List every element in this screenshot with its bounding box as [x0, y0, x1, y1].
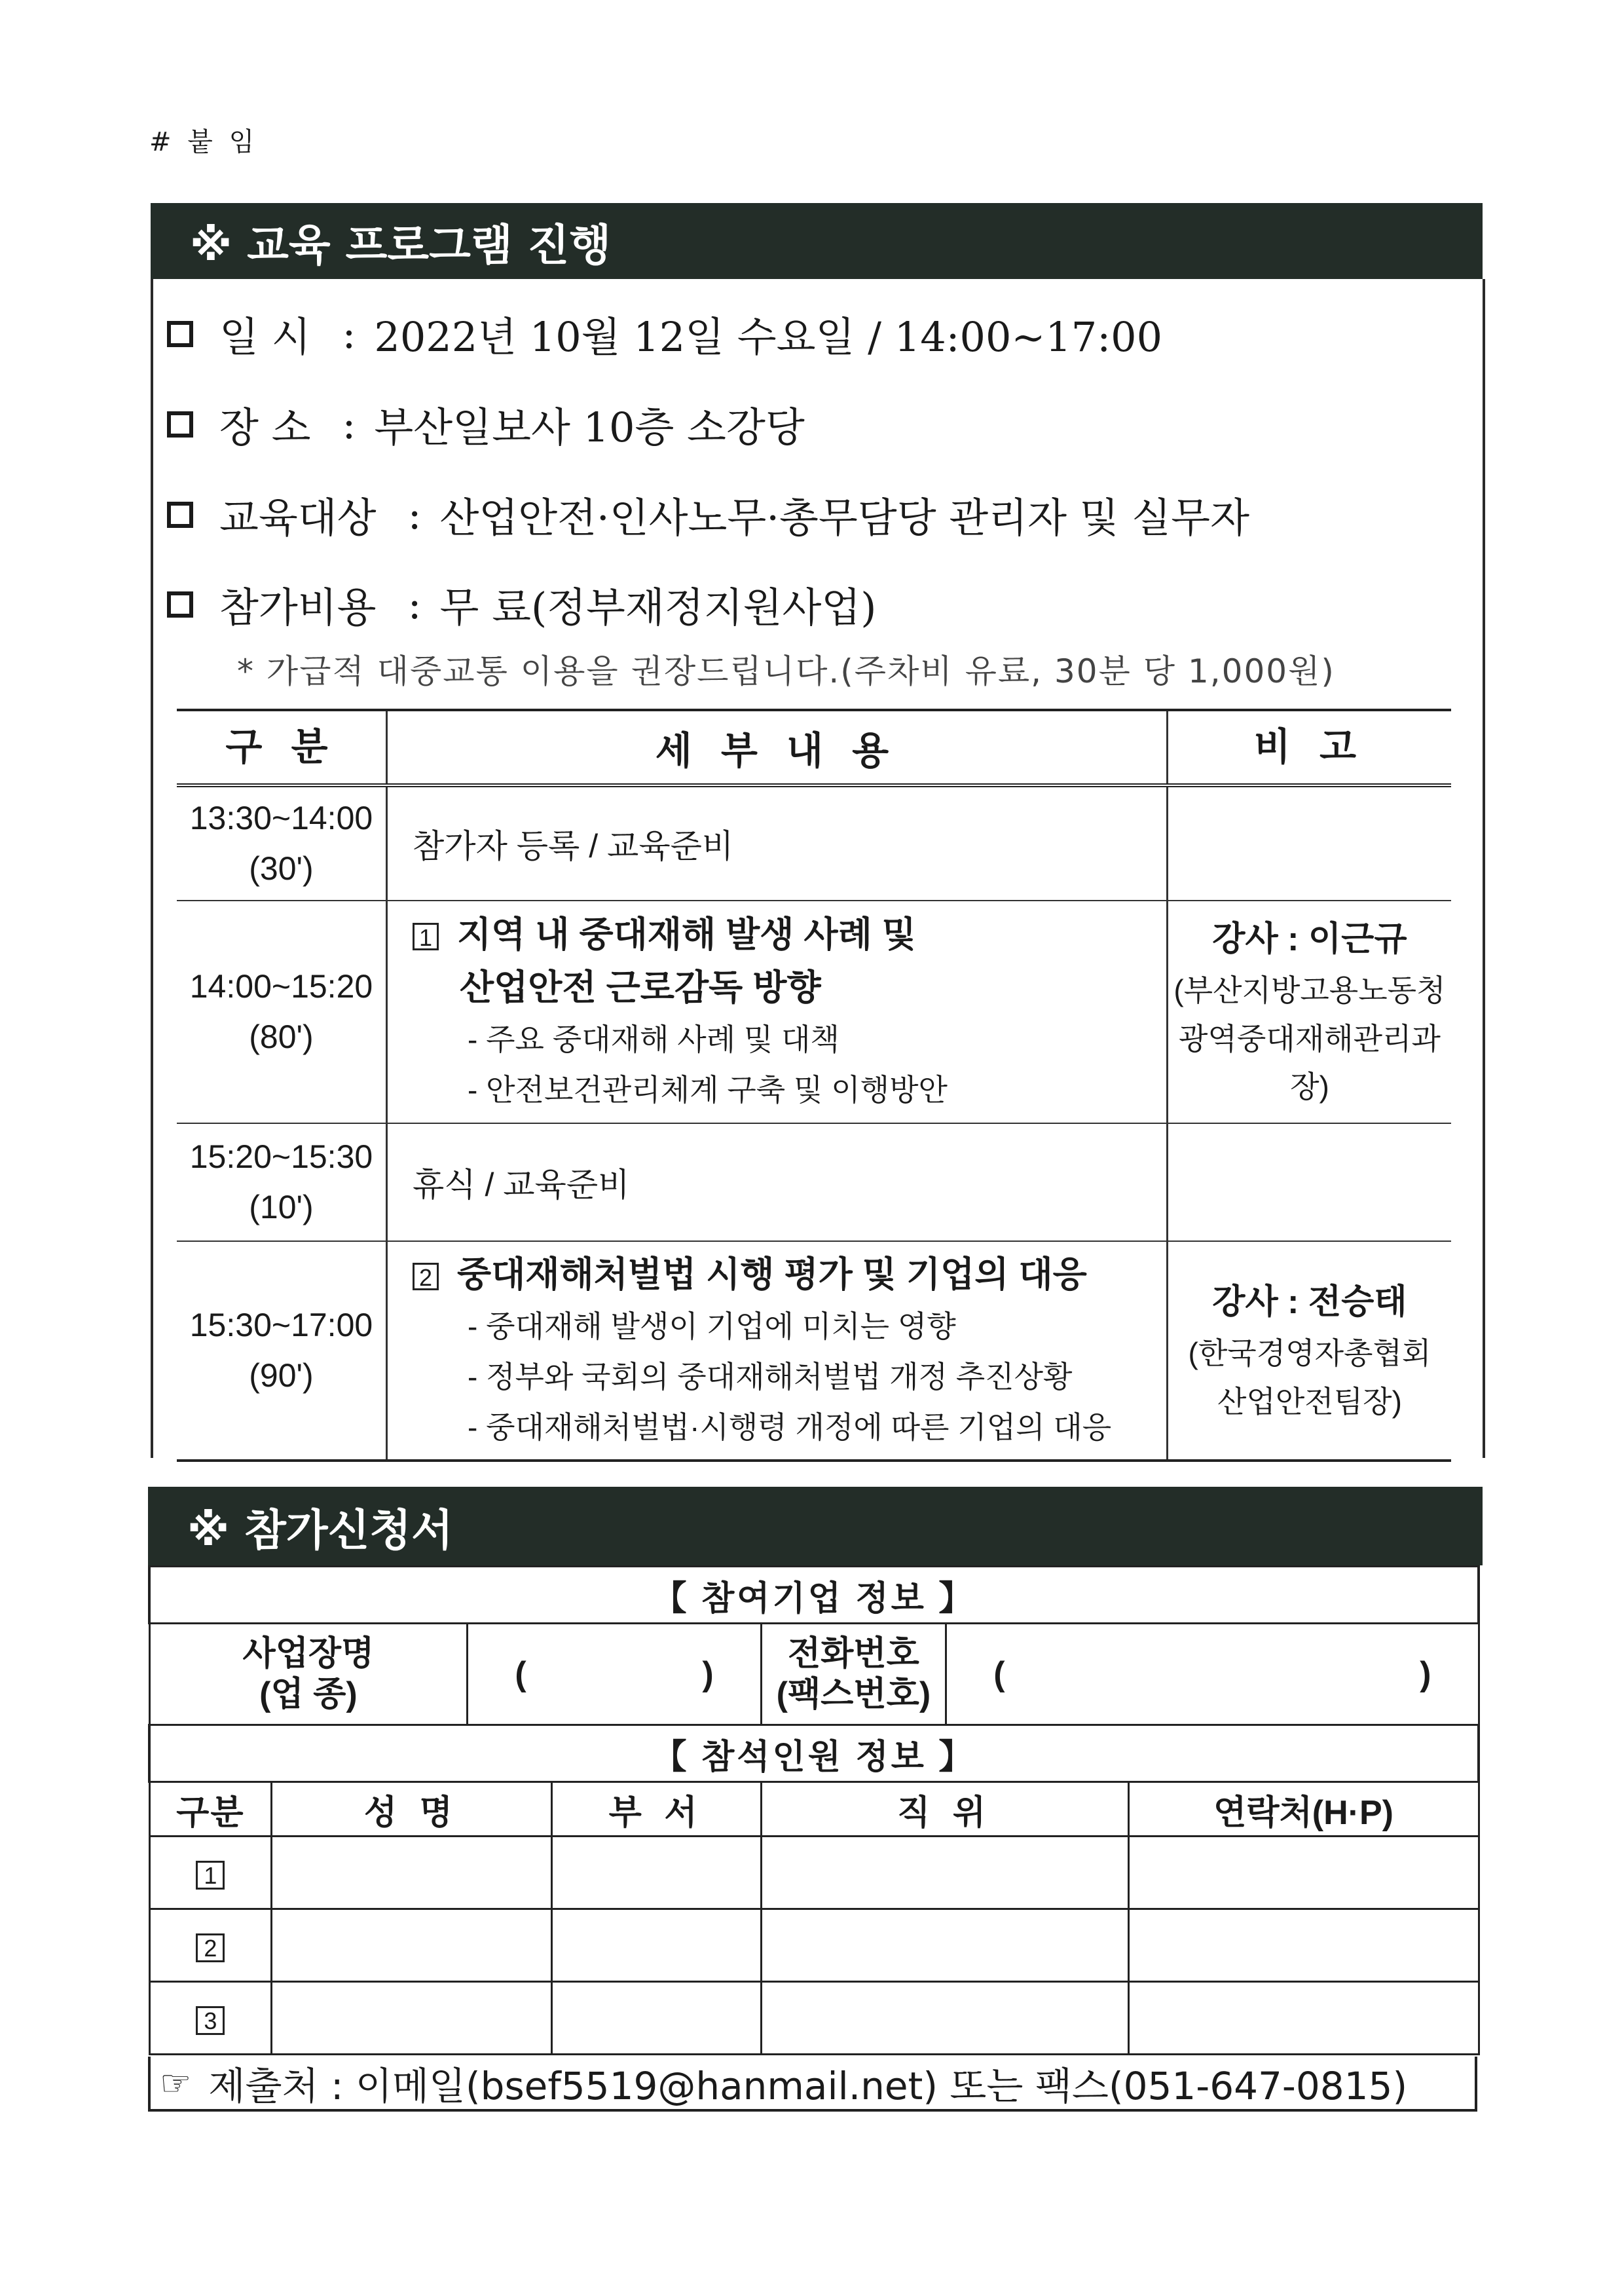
- info-label: 참가비용: [219, 584, 377, 631]
- paren-open: (: [993, 1654, 1005, 1693]
- info-fee: [167, 575, 876, 633]
- content-cell: 참가자 등록 / 교육준비: [386, 785, 1167, 901]
- info-colon: :: [342, 400, 356, 448]
- attendee-contact-field[interactable]: [1128, 1837, 1479, 1909]
- checkbox-icon: [167, 411, 193, 438]
- duration: (10'): [249, 1189, 314, 1225]
- topic-line: 지역 내 중대재해 발생 사례 및: [456, 914, 916, 954]
- attendee-row: [149, 1982, 1479, 2055]
- time-range: 15:30~17:00: [189, 1306, 373, 1343]
- lecturer-name: 강사 : 전승태: [1212, 1282, 1407, 1321]
- sub-item: - 중대재해처벌법·시행령 개정에 따른 기업의 대응: [467, 1410, 1112, 1445]
- attendee-section-title: 【 참석인원 정보 】: [149, 1725, 1479, 1782]
- row-number-badge: 2: [196, 1933, 225, 1962]
- info-place: [167, 395, 805, 453]
- lecturer-org: (한국경영자총협회: [1188, 1336, 1431, 1370]
- col-header-category: 구 분: [177, 710, 386, 785]
- attendee-name-field[interactable]: [272, 1909, 551, 1982]
- session-topic: [413, 1248, 1166, 1301]
- session-topic: [413, 908, 1166, 961]
- att-col-contact: 연락처(H·P): [1128, 1782, 1479, 1837]
- attendee-number: [149, 1982, 272, 2055]
- attendee-row: [149, 1909, 1479, 1982]
- company-section-row: [149, 1567, 1479, 1624]
- remarks-cell: [1167, 1123, 1451, 1241]
- info-value: 무 료(정부재정지원사업): [439, 584, 877, 631]
- company-name-field[interactable]: [468, 1624, 761, 1725]
- program-header-title: ※ 교육 프로그램 진행: [190, 219, 612, 271]
- attendee-number: [149, 1837, 272, 1909]
- attendee-row: [149, 1837, 1479, 1909]
- info-date: [167, 305, 1162, 363]
- checkbox-icon: [167, 591, 193, 618]
- col-header-remarks: 비 고: [1167, 710, 1451, 785]
- info-colon: :: [407, 580, 422, 628]
- program-header: [151, 203, 1483, 279]
- att-col-dept: 부 서: [551, 1782, 761, 1837]
- content-cell: [386, 901, 1167, 1123]
- company-name-label-line2: (업 종): [259, 1675, 358, 1713]
- lecturer-name: 강사 : 이근규: [1212, 920, 1407, 959]
- company-name-label-line1: 사업장명: [242, 1634, 375, 1673]
- attendee-dept-field[interactable]: [551, 1837, 761, 1909]
- session-number-badge: 2: [413, 1263, 439, 1290]
- attendee-contact-field[interactable]: [1128, 1909, 1479, 1982]
- time-range: 14:00~15:20: [189, 967, 373, 1005]
- content-cell: [386, 1241, 1167, 1461]
- schedule-row: [177, 785, 1451, 901]
- row-number-badge: 3: [196, 2006, 225, 2035]
- paren-close: ): [702, 1654, 714, 1693]
- info-label: 장 소: [219, 403, 311, 451]
- time-cell: [177, 1241, 386, 1461]
- topic-line: 중대재해처벌법 시행 평가 및 기업의 대응: [456, 1254, 1087, 1294]
- phone-label-line2: (팩스번호): [776, 1675, 931, 1713]
- submission-text: 제출처 : 이메일(bsef5519@hanmail.net) 또는 팩스(051-647-0815): [208, 2064, 1408, 2108]
- info-value: 산업안전·인사노무·총무담당 관리자 및 실무자: [439, 494, 1249, 542]
- phone-label: [761, 1624, 946, 1725]
- attendee-position-field[interactable]: [761, 1982, 1128, 2055]
- topic-line: 산업안전 근로감독 방향: [459, 967, 821, 1007]
- attendee-contact-field[interactable]: [1128, 1982, 1479, 2055]
- attendee-position-field[interactable]: [761, 1909, 1128, 1982]
- info-label: 일 시: [219, 313, 311, 361]
- info-value: 부산일보사 10층 소강당: [374, 403, 805, 451]
- att-col-position: 직 위: [761, 1782, 1128, 1837]
- col-header-details: 세 부 내 용: [386, 710, 1167, 785]
- lecturer-org: (부산지방고용노동청: [1173, 973, 1446, 1008]
- attendee-position-field[interactable]: [761, 1837, 1128, 1909]
- row-number-badge: 1: [196, 1861, 225, 1890]
- remarks-cell: [1167, 1241, 1451, 1461]
- att-col-name: 성 명: [272, 1782, 551, 1837]
- attendee-name-field[interactable]: [272, 1837, 551, 1909]
- pointing-hand-icon: ☞: [160, 2062, 192, 2104]
- paren-close: ): [1420, 1654, 1431, 1693]
- session-number-badge: 1: [413, 923, 439, 950]
- schedule-table: [177, 709, 1451, 1462]
- schedule-row: [177, 1241, 1451, 1461]
- remarks-cell: [1167, 785, 1451, 901]
- remarks-cell: [1167, 901, 1451, 1123]
- attendee-dept-field[interactable]: [551, 1909, 761, 1982]
- application-header-title: ※ 참가신청서: [187, 1504, 453, 1556]
- info-label: 교육대상: [219, 494, 377, 542]
- duration: (30'): [249, 850, 314, 887]
- attendee-section-row: [149, 1725, 1479, 1782]
- attendee-dept-field[interactable]: [551, 1982, 761, 2055]
- submission-info: [148, 2057, 1477, 2112]
- info-colon: :: [407, 491, 422, 538]
- info-value: 2022년 10월 12일 수요일 / 14:00~17:00: [374, 313, 1163, 361]
- duration: (80'): [249, 1018, 314, 1055]
- info-target: [167, 485, 1249, 544]
- sub-item: - 정부와 국회의 중대재해처벌법 개정 추진상황: [467, 1359, 1073, 1394]
- sub-item: - 중대재해 발생이 기업에 미치는 영향: [467, 1309, 956, 1343]
- phone-label-line1: 전화번호: [787, 1634, 919, 1673]
- content-cell: 휴식 / 교육준비: [386, 1123, 1167, 1241]
- schedule-row: [177, 1123, 1451, 1241]
- company-name-label: [149, 1624, 468, 1725]
- application-form: [148, 1565, 1480, 2055]
- info-colon: :: [342, 310, 356, 358]
- sub-item: - 주요 중대재해 사례 및 대책: [467, 1022, 840, 1056]
- schedule-header-row: [177, 710, 1451, 785]
- schedule-row: [177, 901, 1451, 1123]
- attachment-label: # 붙 임: [149, 127, 259, 157]
- sub-item: - 안전보건관리체계 구축 및 이행방안: [467, 1073, 948, 1107]
- lecturer-title: 산업안전팀장): [1217, 1384, 1402, 1419]
- attendee-number: [149, 1909, 272, 1982]
- company-row: [149, 1624, 1479, 1725]
- checkbox-icon: [167, 502, 193, 528]
- att-col-category: 구분: [149, 1782, 272, 1837]
- phone-field[interactable]: [946, 1624, 1479, 1725]
- company-section-title: 【 참여기업 정보 】: [149, 1567, 1479, 1624]
- time-range: 15:20~15:30: [189, 1138, 373, 1175]
- paren-open: (: [515, 1654, 526, 1693]
- time-cell: [177, 1123, 386, 1241]
- checkbox-icon: [167, 321, 193, 347]
- attendee-header-row: [149, 1782, 1479, 1837]
- time-cell: [177, 785, 386, 901]
- duration: (90'): [249, 1357, 314, 1394]
- time-range: 13:30~14:00: [189, 799, 373, 836]
- application-header: [148, 1487, 1483, 1565]
- attendee-name-field[interactable]: [272, 1982, 551, 2055]
- lecturer-title: 광역중대재해관리과장): [1178, 1021, 1441, 1104]
- transit-note: * 가급적 대중교통 이용을 권장드립니다.(주차비 유료, 30분 당 1,000원): [237, 652, 1335, 690]
- time-cell: [177, 901, 386, 1123]
